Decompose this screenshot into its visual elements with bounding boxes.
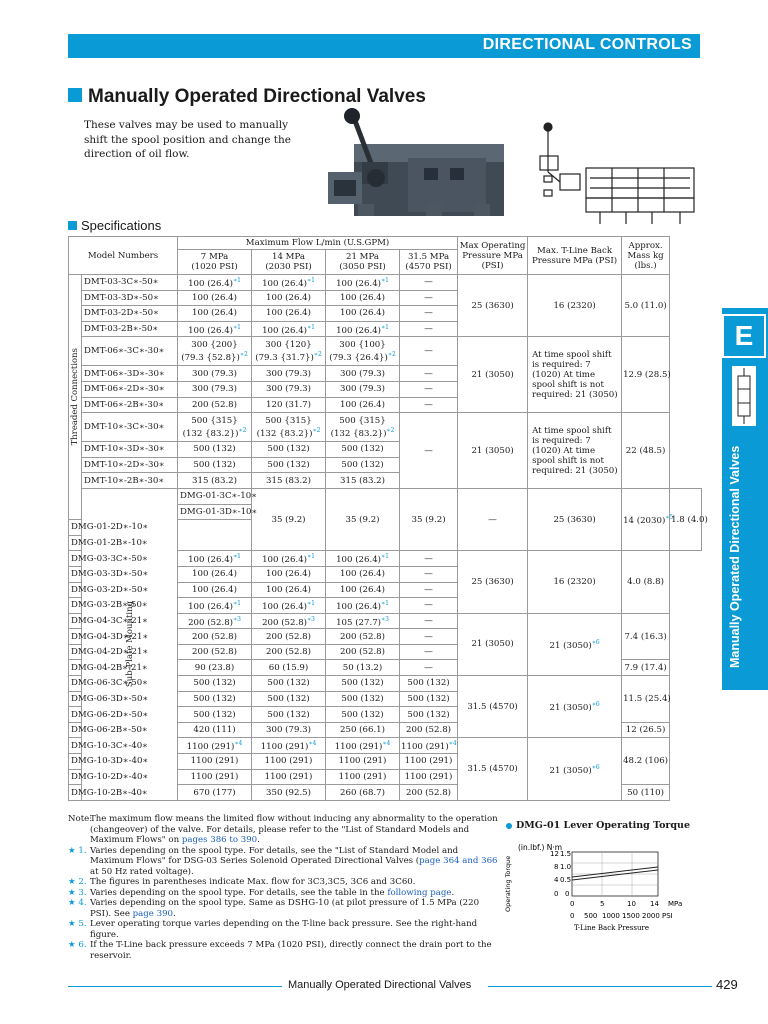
note-5: ★ 5. Lever operating torque varies depending on the T-line back pressure. See the right-hand figure. <box>68 919 478 940</box>
header-max-flow: Maximum Flow L/min (U.S.GPM) <box>178 237 458 250</box>
x-tick: 500 <box>584 912 598 920</box>
table-row: DMT-03-2B∗-50∗ 100 $(26.4)^{∗1}$ 100 $(26.4)^{∗1}$ 100 $(26.4)^{∗1}$ — <box>69 321 702 337</box>
x-unit-psi: PSI <box>662 912 673 920</box>
note-3: ★ 3. Varies depending on the spool type. For details, see the table in the following page. <box>68 887 455 898</box>
table-row: DMG-03-3D∗-50∗ 100 (26.4) 100 (26.4) 100 (26.4) — <box>69 566 702 582</box>
torque-heading: DMG-01 Lever Operating Torque <box>506 820 706 831</box>
table-row: DMG-06-3D∗-50∗ 500 (132) 500 (132) 500 (132) 500 (132) <box>69 691 702 707</box>
footer-rule-right <box>488 986 712 987</box>
x-tick: 5 <box>600 900 605 908</box>
group-threaded: Threaded Connections <box>69 275 82 520</box>
torque-chart <box>506 836 706 940</box>
valve-photo-image <box>314 108 510 228</box>
valve-symbol-icon <box>732 366 756 426</box>
page-number: 429 <box>716 977 738 992</box>
table-row: DMT-10∗-2B∗-30∗ 315 (83.2) 315 (83.2) 315 (83.2) <box>69 473 702 489</box>
table-row: DMG-06-2B∗-50∗ 420 (111) 300 (79.3) 250 (66.1) 200 (52.8) 12 (26.5) <box>69 722 702 738</box>
page-title-text: Manually Operated Directional Valves <box>88 86 426 107</box>
x-tick: 10 <box>627 900 636 908</box>
table-row: Sub-Plate Mounting DMG-01-3C∗-10∗ 35 (9.2) 35 (9.2) 35 (9.2) — 25 (3630) 14 $(2030)^{∗5}$ 1.8 (4.0) <box>69 488 702 504</box>
table-row: DMG-04-3D∗-21∗ 200 (52.8) 200 (52.8) 200 (52.8) — <box>69 629 702 645</box>
y-tick: 1.0 <box>560 863 572 871</box>
footer-text: Manually Operated Directional Valves <box>288 979 472 991</box>
specifications-table <box>68 236 708 801</box>
bullet-icon <box>506 823 512 829</box>
header-model: Model Numbers <box>69 237 178 275</box>
square-bullet-icon <box>68 221 77 230</box>
square-bullet-icon <box>68 88 82 102</box>
x-tick: 0 <box>570 900 575 908</box>
table-row: DMG-03-3C∗-50∗ 100 $(26.4)^{∗1}$ 100 $(26.4)^{∗1}$ 100 $(26.4)^{∗1}$ — 25 (3630) 16 (2320) 4.0 (8.8) <box>69 551 702 567</box>
header-mass: Approx. Mass kg (lbs.) <box>622 237 670 275</box>
header-21mpa: 21 MPa (3050 PSI) <box>326 250 400 275</box>
x-tick: 1000 <box>602 912 620 920</box>
torque-ylabel: Operating Torque <box>504 855 512 912</box>
group-subplate: Sub-Plate Mounting <box>82 488 178 800</box>
header-7mpa: 7 MPa (1020 PSI) <box>178 250 252 275</box>
y-tick: 12 <box>550 850 559 858</box>
link-following-page[interactable]: following page <box>387 887 452 898</box>
note-main: Note: The maximum flow means the limited flow without inducing any abnormality to the operation (changeover) of the valve. For details, please refer to the "List of Standard Models and Maximum Flows" on pages 386 to 390. <box>68 814 498 845</box>
table-row: DMT-06∗-3D∗-30∗ 300 (79.3) 300 (79.3) 300 (79.3) — <box>69 366 702 382</box>
footnotes <box>68 814 498 961</box>
x-tick: 2000 <box>642 912 660 920</box>
table-row: DMT-10∗-2D∗-30∗ 500 (132) 500 (132) 500 (132) <box>69 457 702 473</box>
note-1: ★ 1. Varies depending on the spool type. For details, see the "List of Standard Model and Maximum Flows" for DSG-03 Series Solenoid Operated Directional Valves (page 364 and 366 at 50 Hz rated voltage). <box>68 845 498 877</box>
table-row: DMT-03-3D∗-50∗ 100 (26.4) 100 (26.4) 100 (26.4) — <box>69 290 702 306</box>
table-row: DMG-04-3C∗-21∗ 200 $(52.8)^{∗3}$ 200 $(52.8)^{∗3}$ 105 $(27.7)^{∗3}$ — 21 (3050) 21 $(3050)^{∗6}$ 7.4 (16.3) <box>69 613 702 629</box>
table-row: DMG-06-2D∗-50∗ 500 (132) 500 (132) 500 (132) 500 (132) <box>69 707 702 723</box>
link-page-390[interactable]: page 390 <box>132 908 174 919</box>
table-row: DMG-01-2B∗-10∗ <box>69 535 702 551</box>
table-row: DMG-01-3D∗-10∗ <box>69 504 702 520</box>
table-row: DMG-03-2D∗-50∗ 100 (26.4) 100 (26.4) 100 (26.4) — <box>69 582 702 598</box>
link-pages-386-390[interactable]: pages 386 to 390 <box>181 835 258 845</box>
note-2: ★ 2. The figures in parentheses indicate Max. flow for 3C3,3C5, 3C6 and 3C60. <box>68 877 416 887</box>
table-row: DMG-06-3C∗-50∗ 500 (132) 500 (132) 500 (132) 500 (132) 31.5 (4570) 21 $(3050)^{∗6}$ 11.5 (25.4) <box>69 676 702 692</box>
page-title <box>68 86 426 108</box>
table-row: Threaded Connections DMT-03-3C∗-50∗ 100 $(26.4)^{∗1}$ 100 $(26.4)^{∗1}$ 100 $(26.4)^{∗1}$ — 25 (3630) 16 (2320) 5.0 (11.0) <box>69 275 702 291</box>
header-max-t: Max. T-Line Back Pressure MPa (PSI) <box>528 237 622 275</box>
note-6: ★ 6. If the T-Line back pressure exceeds 7 MPa (1020 PSI), directly connect the drain port to the reservoir. <box>68 940 492 961</box>
table-row: DMT-10∗-3C∗-30∗ 500 {315} (132 {83.2})$^{∗2}$ 500 {315} (132 {83.2})$^{∗2}$ 500 {315} (132 {83.2})$^{∗2}$ — 21 (3050) At time spool shift is required: 7 (1020) At time spool shift is not required: 21 (3050) 22 (48.5) <box>69 413 702 442</box>
section-banner <box>68 34 700 58</box>
hydraulic-symbol-icon <box>530 112 700 228</box>
y-tick: 0 <box>554 890 559 898</box>
link-page-364-366[interactable]: page 364 and 366 <box>419 856 498 866</box>
section-letter: E <box>722 314 766 358</box>
banner-title: DIRECTIONAL CONTROLS <box>482 36 692 53</box>
y-tick: 0.5 <box>560 876 572 884</box>
table-row: DMG-10-2B∗-40∗ 670 (177) 350 (92.5) 260 (68.7) 200 (52.8) 50 (110) <box>69 785 702 801</box>
table-row: DMT-06∗-2D∗-30∗ 300 (79.3) 300 (79.3) 300 (79.3) — <box>69 381 702 397</box>
header-max-op: Max Operating Pressure MPa (PSI) <box>458 237 528 275</box>
table-row: DMT-06∗-3C∗-30∗ 300 {200} (79.3 {52.8})$^{∗2}$ 300 {120} (79.3 {31.7})$^{∗2}$ 300 {100} (79.3 {26.4})$^{∗2}$ — 21 (3050) At time spool shift is required: 7 (1020) At time spool shift is not required: 21 (3050) 12.9 (28.5) <box>69 337 702 366</box>
table-row: DMT-03-2D∗-50∗ 100 (26.4) 100 (26.4) 100 (26.4) — <box>69 306 702 322</box>
y-tick: 8 <box>554 863 559 871</box>
y-tick: 0 <box>565 890 570 898</box>
x-tick: 1500 <box>622 912 640 920</box>
intro-text: These valves may be used to manually shift the spool position and change the direction of oil flow. <box>84 119 291 160</box>
torque-unit: (in.lbf.) N·m <box>518 843 563 852</box>
table-row: DMG-10-2D∗-40∗ 1100 (291) 1100 (291) 1100 (291) 1100 (291) <box>69 769 702 785</box>
table-row: DMG-10-3D∗-40∗ 1100 (291) 1100 (291) 1100 (291) 1100 (291) <box>69 754 702 770</box>
torque-xlabel: T-Line Back Pressure <box>574 924 649 932</box>
section-tab[interactable] <box>722 308 768 690</box>
x-tick: 0 <box>570 912 575 920</box>
torque-figure <box>506 820 706 940</box>
x-unit-mpa: MPa <box>668 900 683 908</box>
table-row: DMT-10∗-3D∗-30∗ 500 (132) 500 (132) 500 (132) <box>69 442 702 458</box>
footer-rule-left <box>68 986 282 987</box>
table-row: DMG-01-2D∗-10∗ <box>69 520 702 536</box>
table-row: DMG-10-3C∗-40∗ 1100 $(291)^{∗4}$ 1100 $(291)^{∗4}$ 1100 $(291)^{∗4}$ 1100 $(291)^{∗4}$ 31.5 (4570) 21 $(3050)^{∗6}$ 48.2 (106) <box>69 738 702 754</box>
table-row: DMT-06∗-2B∗-30∗ 200 (52.8) 120 (31.7) 100 (26.4) — <box>69 397 702 413</box>
y-tick: 4 <box>554 876 559 884</box>
header-31mpa: 31.5 MPa (4570 PSI) <box>400 250 458 275</box>
table-row: DMG-03-2B∗-50∗ 100 $(26.4)^{∗1}$ 100 $(26.4)^{∗1}$ 100 $(26.4)^{∗1}$ — <box>69 598 702 614</box>
table-row: DMG-04-2B∗-21∗ 90 (23.8) 60 (15.9) 50 (13.2) — 7.9 (17.4) <box>69 660 702 676</box>
table-row: DMG-04-2D∗-21∗ 200 (52.8) 200 (52.8) 200 (52.8) — <box>69 644 702 660</box>
y-tick: 1.5 <box>560 850 572 858</box>
section-tab-text: Manually Operated Directional Valves <box>728 445 742 669</box>
note-4: ★ 4. Varies depending on the spool type. Same as DSHG-10 (at pilot pressure of 1.5 MPa (220 PSI). See page 390. <box>68 898 480 919</box>
header-14mpa: 14 MPa (2030 PSI) <box>252 250 326 275</box>
specifications-heading: Specifications <box>68 218 161 233</box>
x-tick: 14 <box>650 900 659 908</box>
